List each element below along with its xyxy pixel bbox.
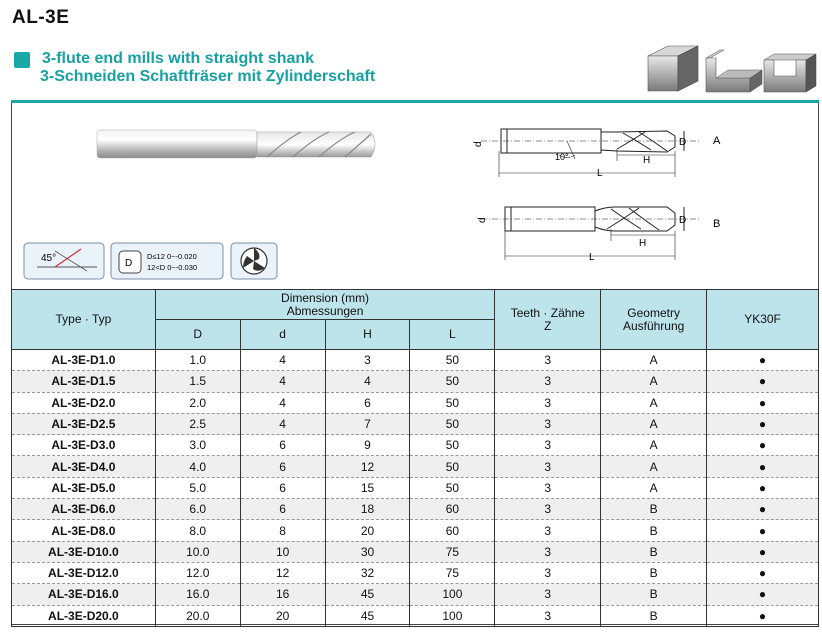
D-cell: 4.0 bbox=[155, 456, 240, 477]
type-cell: AL-3E-D10.0 bbox=[12, 541, 156, 562]
table-row bbox=[12, 477, 819, 498]
table-row bbox=[12, 371, 819, 392]
spec-table bbox=[11, 289, 819, 627]
type-cell: AL-3E-D12.0 bbox=[12, 562, 156, 583]
geometry-cell: B bbox=[601, 605, 707, 626]
teeth-cell: 3 bbox=[495, 562, 601, 583]
type-cell: AL-3E-D1.5 bbox=[12, 371, 156, 392]
d-cell: 16 bbox=[240, 584, 325, 605]
L-cell: 50 bbox=[410, 413, 495, 434]
table-row bbox=[12, 435, 819, 456]
page-title: AL-3E bbox=[12, 7, 70, 28]
D-cell: 6.0 bbox=[155, 499, 240, 520]
d-cell: 6 bbox=[240, 435, 325, 456]
tolerance-line-1: D≤12 0~-0.020 bbox=[147, 252, 197, 261]
H-cell: 18 bbox=[325, 499, 410, 520]
teeth-cell: 3 bbox=[495, 499, 601, 520]
L-cell: 100 bbox=[410, 584, 495, 605]
type-cell: AL-3E-D4.0 bbox=[12, 456, 156, 477]
D-cell: 20.0 bbox=[155, 605, 240, 626]
geometry-cell: A bbox=[601, 413, 707, 434]
H-cell: 7 bbox=[325, 413, 410, 434]
type-header: Type · Typ bbox=[12, 290, 156, 350]
availability-dot: ● bbox=[707, 456, 819, 477]
type-cell: AL-3E-D5.0 bbox=[12, 477, 156, 498]
D-cell: 1.0 bbox=[155, 350, 240, 371]
d-cell: 6 bbox=[240, 456, 325, 477]
availability-dot: ● bbox=[707, 392, 819, 413]
table-row bbox=[12, 392, 819, 413]
availability-dot: ● bbox=[707, 562, 819, 583]
drawing-a-D: D bbox=[679, 137, 687, 148]
L-cell: 60 bbox=[410, 520, 495, 541]
sub-header-H: H bbox=[325, 320, 410, 350]
tool-drawing-area bbox=[11, 103, 819, 289]
teeth-cell: 3 bbox=[495, 371, 601, 392]
table-row bbox=[12, 541, 819, 562]
d-cell: 4 bbox=[240, 371, 325, 392]
D-cell: 16.0 bbox=[155, 584, 240, 605]
tolerance-icon bbox=[111, 243, 223, 279]
D-cell: 1.5 bbox=[155, 371, 240, 392]
availability-dot: ● bbox=[707, 413, 819, 434]
sub-header-d: d bbox=[240, 320, 325, 350]
availability-dot: ● bbox=[707, 371, 819, 392]
tolerance-line-2: 12<D 0~-0.030 bbox=[147, 263, 198, 272]
drawing-a-L: L bbox=[597, 168, 603, 179]
workpiece-profiles-icon bbox=[640, 36, 820, 96]
sub-header-D: D bbox=[155, 320, 240, 350]
L-cell: 50 bbox=[410, 477, 495, 498]
L-cell: 60 bbox=[410, 499, 495, 520]
grade-header: YK30F bbox=[707, 290, 819, 350]
D-cell: 2.0 bbox=[155, 392, 240, 413]
teeth-cell: 3 bbox=[495, 477, 601, 498]
geometry-cell: A bbox=[601, 371, 707, 392]
table-row bbox=[12, 499, 819, 520]
geometry-header-line1: Geometry bbox=[627, 305, 680, 320]
tolerance-d-label: D bbox=[125, 258, 133, 269]
L-cell: 50 bbox=[410, 350, 495, 371]
availability-dot: ● bbox=[707, 350, 819, 371]
teeth-cell: 3 bbox=[495, 435, 601, 456]
d-cell: 4 bbox=[240, 392, 325, 413]
H-cell: 9 bbox=[325, 435, 410, 456]
drawing-a-H: H bbox=[643, 155, 651, 166]
teeth-cell: 3 bbox=[495, 605, 601, 626]
drawing-b-d: d bbox=[477, 217, 488, 223]
heading-german: 3-Schneiden Schaftfräser mit Zylinderschaft bbox=[40, 68, 376, 85]
d-cell: 10 bbox=[240, 541, 325, 562]
H-cell: 45 bbox=[325, 605, 410, 626]
H-cell: 3 bbox=[325, 350, 410, 371]
d-cell: 6 bbox=[240, 499, 325, 520]
type-cell: AL-3E-D2.0 bbox=[12, 392, 156, 413]
availability-dot: ● bbox=[707, 477, 819, 498]
table-row bbox=[12, 413, 819, 434]
sub-header-L: L bbox=[410, 320, 495, 350]
type-cell: AL-3E-D3.0 bbox=[12, 435, 156, 456]
type-cell: AL-3E-D16.0 bbox=[12, 584, 156, 605]
teeth-cell: 3 bbox=[495, 584, 601, 605]
D-cell: 12.0 bbox=[155, 562, 240, 583]
helix-angle-label: 45° bbox=[41, 253, 57, 264]
geometry-cell: A bbox=[601, 477, 707, 498]
availability-dot: ● bbox=[707, 584, 819, 605]
H-cell: 15 bbox=[325, 477, 410, 498]
availability-dot: ● bbox=[707, 605, 819, 626]
type-cell: AL-3E-D2.5 bbox=[12, 413, 156, 434]
L-cell: 50 bbox=[410, 392, 495, 413]
availability-dot: ● bbox=[707, 520, 819, 541]
three-flute-cross-section-icon bbox=[231, 243, 277, 279]
drawing-b-H: H bbox=[639, 238, 647, 249]
L-cell: 75 bbox=[410, 541, 495, 562]
teeth-cell: 3 bbox=[495, 456, 601, 477]
drawing-a-d: d bbox=[473, 141, 484, 147]
teeth-header-line1: Teeth · Zähne bbox=[510, 305, 585, 320]
geometry-cell: A bbox=[601, 392, 707, 413]
H-cell: 30 bbox=[325, 541, 410, 562]
drawing-b-D: D bbox=[679, 215, 687, 226]
geometry-cell: A bbox=[601, 435, 707, 456]
geometry-cell: B bbox=[601, 499, 707, 520]
teeth-header bbox=[495, 290, 601, 350]
d-cell: 4 bbox=[240, 413, 325, 434]
teeth-cell: 3 bbox=[495, 350, 601, 371]
availability-dot: ● bbox=[707, 499, 819, 520]
dimension-header-line2: Abmessungen bbox=[286, 303, 364, 318]
geometry-cell: B bbox=[601, 541, 707, 562]
d-cell: 4 bbox=[240, 350, 325, 371]
geometry-cell: A bbox=[601, 350, 707, 371]
d-cell: 8 bbox=[240, 520, 325, 541]
table-row bbox=[12, 350, 819, 371]
geometry-header-line2: Ausführung bbox=[622, 318, 685, 333]
D-cell: 8.0 bbox=[155, 520, 240, 541]
type-cell: AL-3E-D20.0 bbox=[12, 605, 156, 626]
table-row bbox=[12, 584, 819, 605]
D-cell: 3.0 bbox=[155, 435, 240, 456]
d-cell: 12 bbox=[240, 562, 325, 583]
L-cell: 50 bbox=[410, 456, 495, 477]
geometry-header bbox=[601, 290, 707, 350]
geometry-cell: B bbox=[601, 584, 707, 605]
availability-dot: ● bbox=[707, 541, 819, 562]
dimension-header-line1: Dimension (mm) bbox=[281, 290, 370, 305]
H-cell: 6 bbox=[325, 392, 410, 413]
teeth-cell: 3 bbox=[495, 413, 601, 434]
helix-angle-icon bbox=[24, 243, 104, 279]
teeth-cell: 3 bbox=[495, 541, 601, 562]
d-cell: 20 bbox=[240, 605, 325, 626]
table-row bbox=[12, 605, 819, 626]
geometry-cell: B bbox=[601, 520, 707, 541]
heading-english: 3-flute end mills with straight shank bbox=[42, 50, 315, 67]
teeth-cell: 3 bbox=[495, 520, 601, 541]
drawing-variant-a bbox=[481, 129, 701, 177]
type-cell: AL-3E-D8.0 bbox=[12, 520, 156, 541]
L-cell: 50 bbox=[410, 371, 495, 392]
drawing-a-angle: 10° bbox=[555, 152, 569, 162]
D-cell: 10.0 bbox=[155, 541, 240, 562]
table-row bbox=[12, 456, 819, 477]
teal-square-bullet bbox=[14, 52, 30, 68]
H-cell: 32 bbox=[325, 562, 410, 583]
dimension-header bbox=[155, 290, 495, 320]
H-cell: 20 bbox=[325, 520, 410, 541]
table-row bbox=[12, 562, 819, 583]
L-cell: 100 bbox=[410, 605, 495, 626]
H-cell: 12 bbox=[325, 456, 410, 477]
variant-a-label: A bbox=[713, 135, 721, 147]
type-cell: AL-3E-D1.0 bbox=[12, 350, 156, 371]
end-mill-photo bbox=[97, 130, 375, 158]
variant-b-label: B bbox=[713, 218, 721, 230]
geometry-cell: B bbox=[601, 562, 707, 583]
teeth-header-line2: Z bbox=[544, 318, 552, 333]
drawing-b-L: L bbox=[589, 252, 595, 263]
teeth-cell: 3 bbox=[495, 392, 601, 413]
H-cell: 45 bbox=[325, 584, 410, 605]
geometry-cell: A bbox=[601, 456, 707, 477]
type-cell: AL-3E-D6.0 bbox=[12, 499, 156, 520]
d-cell: 6 bbox=[240, 477, 325, 498]
H-cell: 4 bbox=[325, 371, 410, 392]
L-cell: 50 bbox=[410, 435, 495, 456]
D-cell: 2.5 bbox=[155, 413, 240, 434]
L-cell: 75 bbox=[410, 562, 495, 583]
availability-dot: ● bbox=[707, 435, 819, 456]
table-row bbox=[12, 520, 819, 541]
D-cell: 5.0 bbox=[155, 477, 240, 498]
